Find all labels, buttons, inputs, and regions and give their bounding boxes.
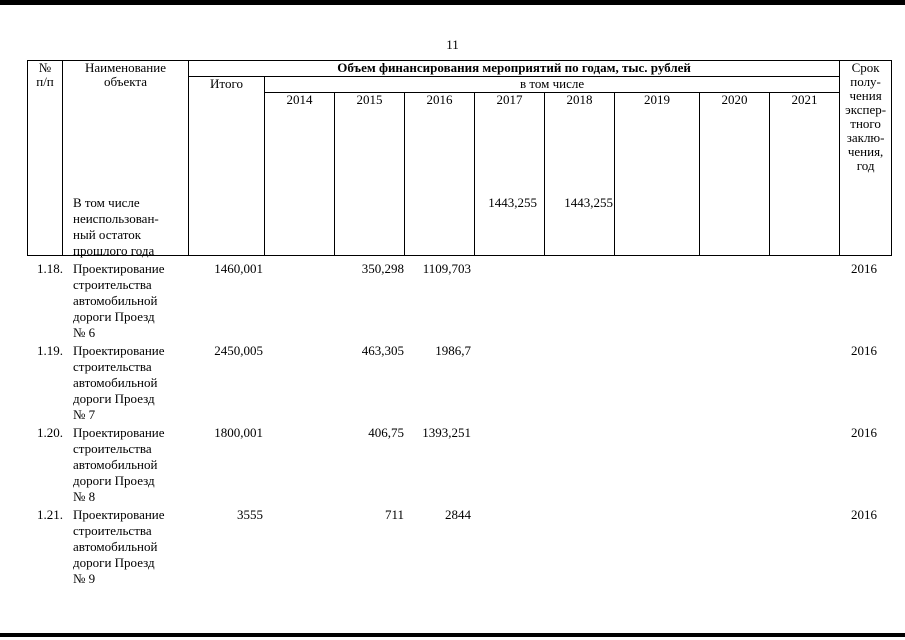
header-including [265, 77, 840, 93]
header-including-text: в том числе [519, 76, 585, 91]
header-year-2020 [700, 93, 770, 256]
page-number: 11 [446, 37, 459, 52]
row-number: 1.19. [37, 343, 63, 358]
header-year-2015 [335, 93, 405, 256]
header-financing [189, 61, 840, 77]
header-year-2014 [265, 93, 335, 256]
header-name-text: Наименование объекта [85, 60, 166, 89]
header-year-2016 [405, 93, 475, 256]
row-2015: 463,305 [361, 343, 404, 358]
row-name: В том числе неиспользован- ный остаток прошлого года [73, 195, 159, 258]
row-total: 2450,005 [214, 343, 263, 358]
year-label: 2016 [426, 92, 453, 107]
header-term [840, 61, 892, 256]
year-label: 2014 [286, 92, 313, 107]
row-2017: 1443,255 [488, 195, 537, 210]
header-term-text: Срок полу- чения экспер- тного заклю- чения, год [845, 60, 887, 173]
row-name: Проектирование строительства автомобильной дороги Проезд № 6 [73, 261, 165, 340]
row-number: 1.21. [37, 507, 63, 522]
year-label: 2018 [566, 92, 593, 107]
header-year-2017 [475, 93, 545, 256]
row-total: 1800,001 [214, 425, 263, 440]
row-2015: 711 [384, 507, 404, 522]
row-term: 2016 [851, 425, 877, 440]
row-total: 1460,001 [214, 261, 263, 276]
row-name: Проектирование строительства автомобильной дороги Проезд № 7 [73, 343, 165, 422]
header-financing-text: Объем финансирования мероприятий по годам, тыс. рублей [337, 60, 691, 75]
row-2016: 1109,703 [422, 261, 471, 276]
year-label: 2019 [644, 92, 670, 107]
year-label: 2021 [791, 92, 818, 107]
year-label: 2020 [721, 92, 748, 107]
row-2018: 1443,255 [564, 195, 613, 210]
row-term: 2016 [851, 507, 877, 522]
row-term: 2016 [851, 343, 877, 358]
row-name: Проектирование строительства автомобильной дороги Проезд № 9 [73, 507, 165, 586]
row-2016: 1986,7 [435, 343, 471, 358]
header-year-2018 [545, 93, 615, 256]
row-total: 3555 [237, 507, 263, 522]
row-term: 2016 [851, 261, 877, 276]
bottom-border [0, 633, 905, 637]
year-label: 2017 [496, 92, 523, 107]
year-label: 2015 [356, 92, 383, 107]
header-no [28, 61, 63, 256]
header-year-2019 [615, 93, 700, 256]
header-total [189, 77, 265, 256]
row-2015: 350,298 [361, 261, 404, 276]
row-number: 1.18. [37, 261, 63, 276]
row-2015: 406,75 [368, 425, 404, 440]
top-border [0, 0, 905, 5]
row-2016: 1393,251 [422, 425, 471, 440]
header-total-text: Итого [210, 76, 243, 91]
header-no-text: № п/п [36, 60, 54, 89]
row-number: 1.20. [37, 425, 63, 440]
row-2016: 2844 [445, 507, 471, 522]
row-name: Проектирование строительства автомобильной дороги Проезд № 8 [73, 425, 165, 504]
header-year-2021 [770, 93, 840, 256]
